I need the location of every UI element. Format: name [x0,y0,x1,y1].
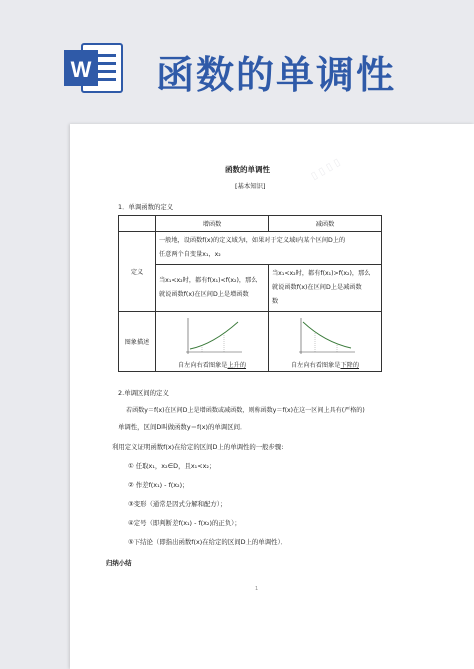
inc-caption-text: 自左向右看图象是 [177,362,228,369]
document-page [70,124,474,669]
paragraph-line-1: 若函数y＝f(x)在区间D上是增函数或减函数，则称函数y＝f(x)在这一区间上具有(严格的) [126,407,365,414]
section-header: [基本知识] [235,182,266,190]
step-3: ③变形（通常是因式分解和配方）； [128,500,227,508]
summary-heading: 归纳小结 [106,559,132,567]
word-logo-letter: W [70,57,92,82]
banner-title: 函数的单调性 [156,53,397,97]
col-header-decreasing: 减函数 [269,216,382,232]
inc-line-2: 就说函数f(x)在区间D上是增函数 [159,291,249,298]
col-header-increasing: 增函数 [156,216,269,232]
decreasing-graph-cell [269,312,382,372]
definition-line-1: 一般地，设函数f(x)的定义域为I，如果对于定义域I内某个区间D上的 [159,237,346,244]
monotonic-definition-table [118,215,382,372]
definition-line-2: 任意两个自变量x₁，x₂ [159,251,221,258]
table-corner [119,216,156,232]
section-2-heading: 2.单调区间的定义 [118,389,169,397]
dec-caption-falling: 下降的 [340,362,360,369]
row-label-graph: 图象描述 [119,312,156,372]
word-app-icon [62,40,124,96]
paragraph-line-2: 单调性，区间D叫做函数y＝f(x)的单调区间． [118,423,247,431]
increasing-definition-cell [156,265,269,312]
decreasing-definition-cell [269,265,382,312]
dec-line-2: 就说函数f(x)在区间D上是减函数 [272,284,362,291]
dec-line-1: 当x₁<x₂时，都有f(x₁)>f(x₂)，那么 [272,270,371,277]
page-number: 1 [255,586,259,592]
step-4: ④定号（即判断差f(x₁) - f(x₂)的正负）； [128,519,241,527]
document-title: 函数的单调性 [225,165,270,174]
watermark: ▯ ▯ ▯ ▯ [309,156,343,183]
increasing-graph-caption [159,360,265,369]
inc-caption-rising: 上升的 [227,362,247,369]
dec-line-3: 数 [272,298,279,305]
increasing-graph-cell [156,312,269,372]
step-2: ② 作差f(x₁) - f(x₂)； [128,481,189,489]
increasing-graph [180,316,244,356]
inc-line-1: 当x₁<x₂时，都有f(x₁)<f(x₂)，那么 [159,277,258,284]
row-label-definition: 定义 [119,232,156,312]
step-1: ① 任取x₁，x₂∈D，且x₁<x₂； [128,462,216,470]
decreasing-graph [293,316,357,356]
dec-caption-text: 自左向右看图象是 [290,362,341,369]
proof-steps-intro: 利用定义证明函数f(x)在给定的区间D上的单调性的一般步骤: [112,443,284,451]
header-banner [0,0,474,118]
decreasing-graph-caption [272,360,378,369]
section-1-heading: 1．单调函数的定义 [118,203,174,211]
definition-common-cell [156,232,382,265]
step-5: ⑤下结论（即指出函数f(x)在给定的区间D上的单调性）． [128,538,288,546]
